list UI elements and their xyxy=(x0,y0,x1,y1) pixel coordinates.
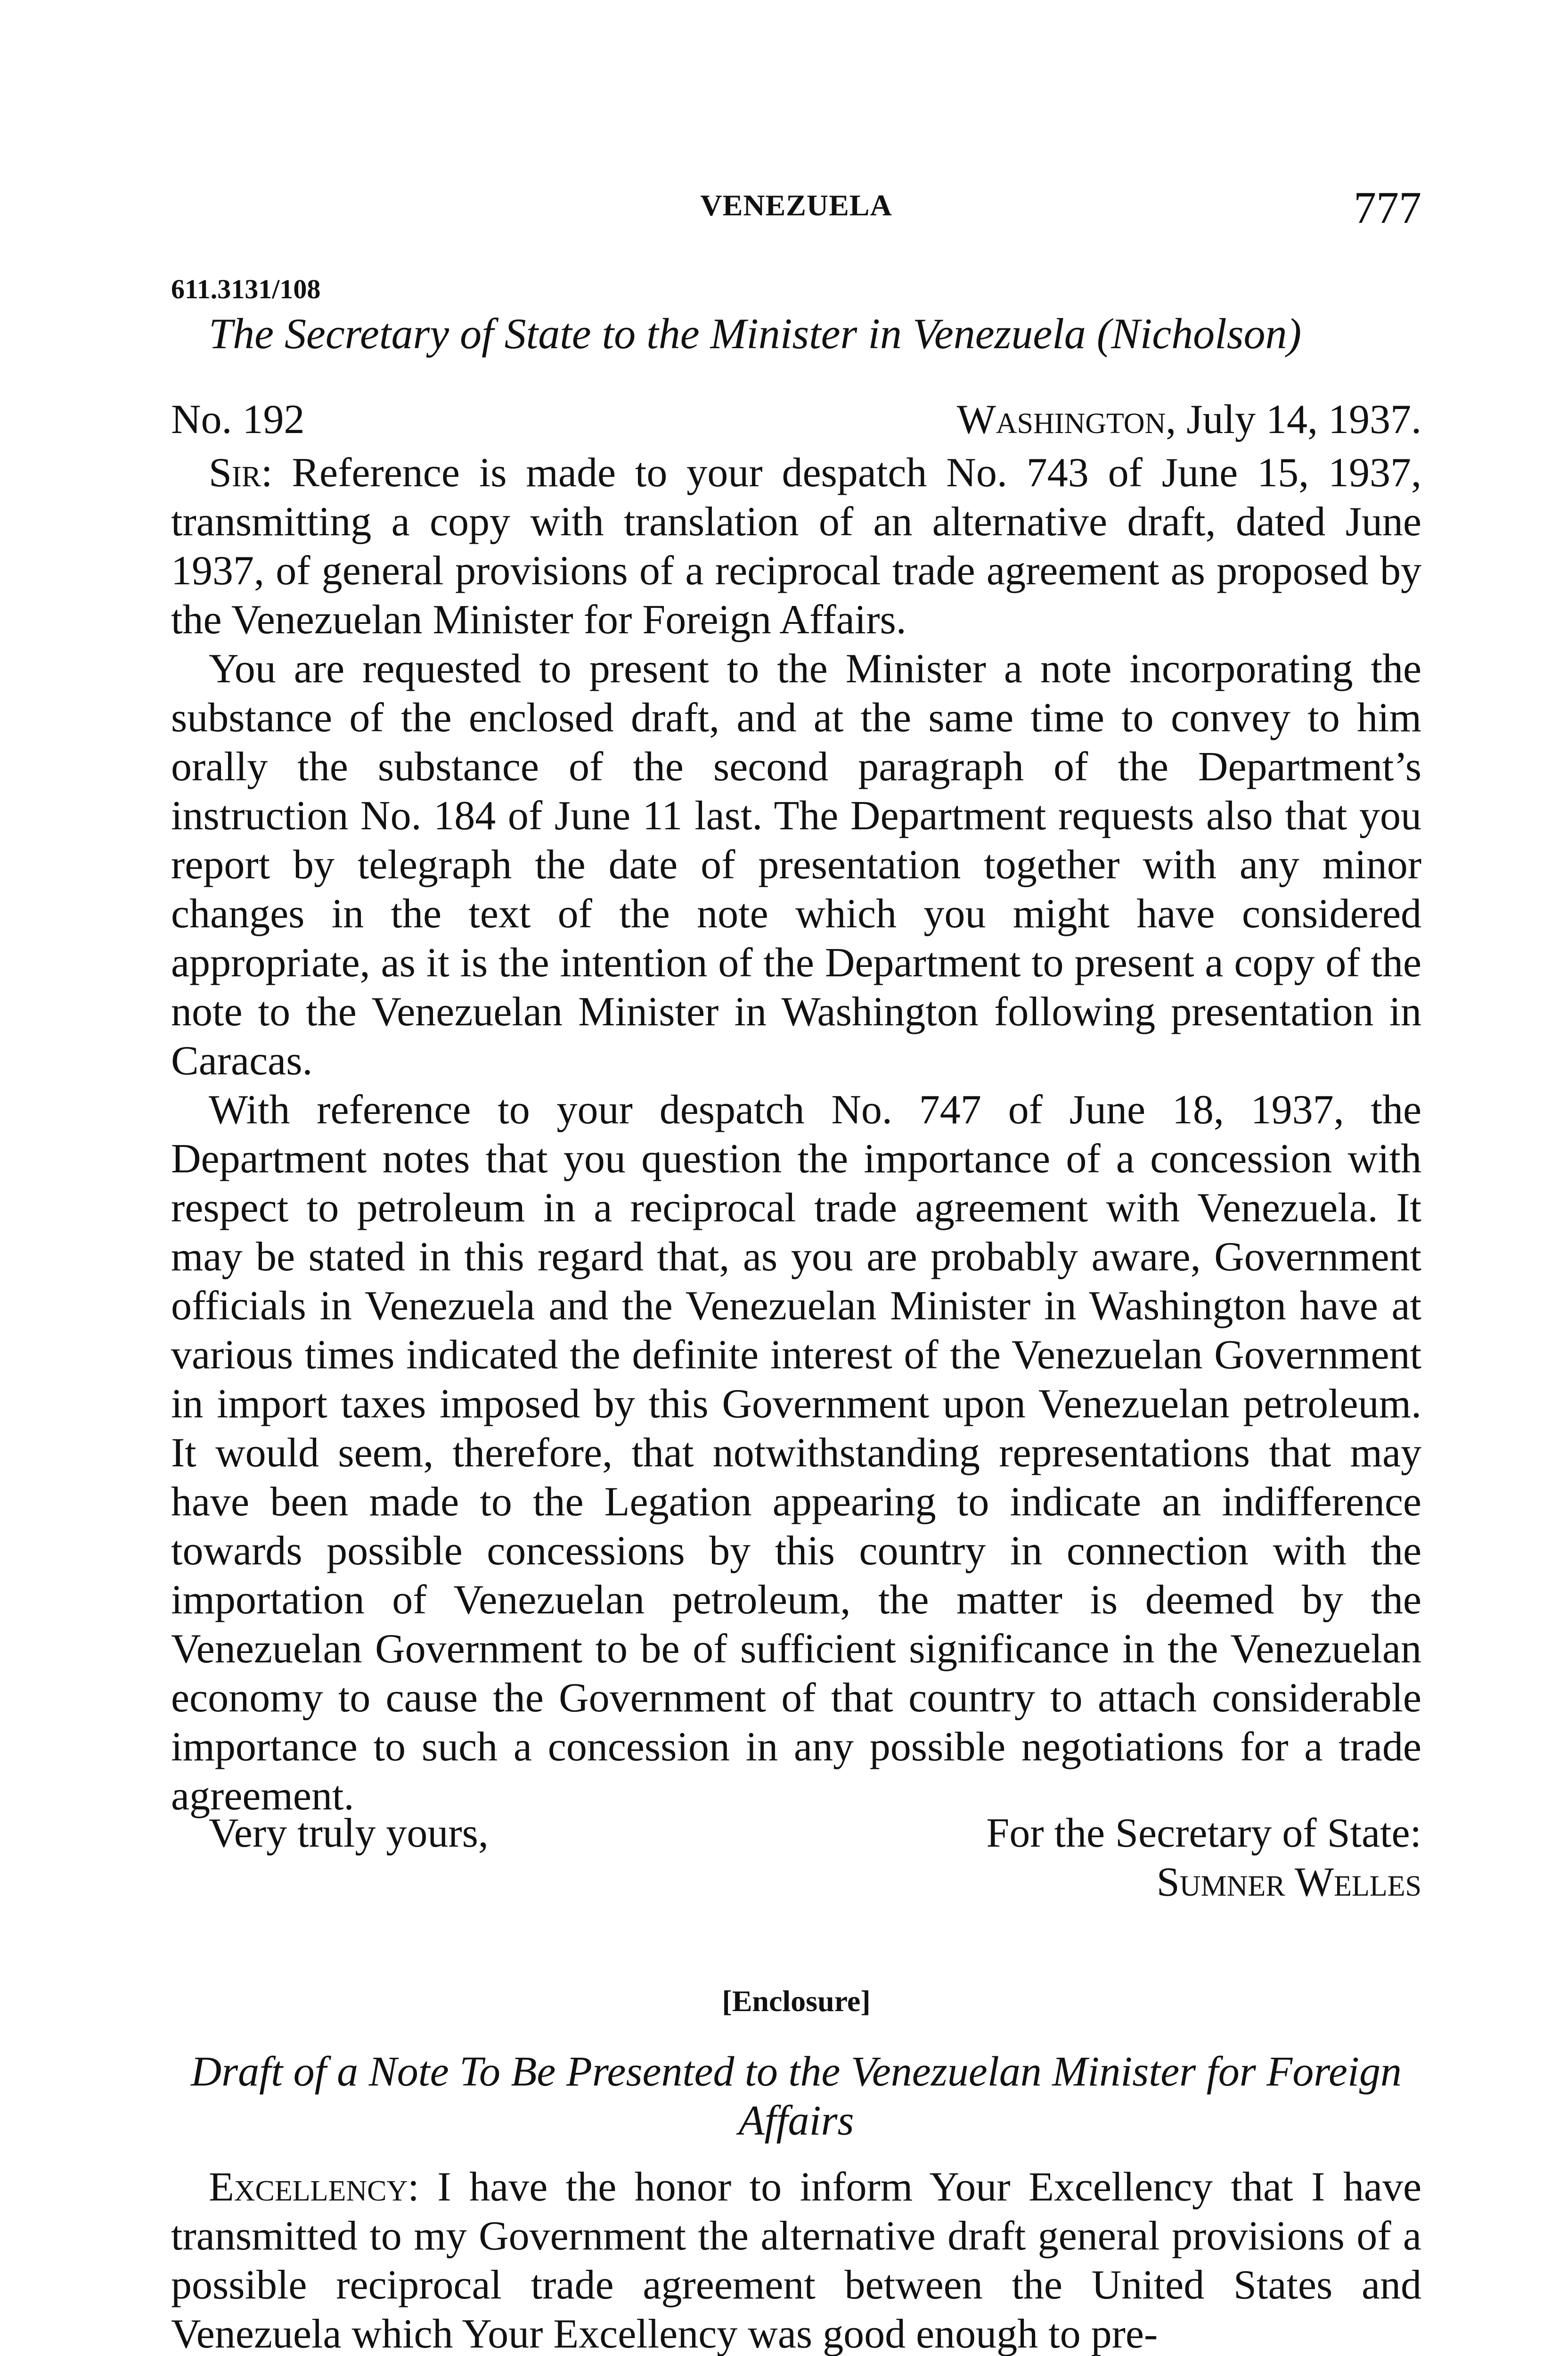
despatch-number: No. 192 xyxy=(171,397,305,442)
complimentary-close: Very truly yours, xyxy=(209,1810,489,1856)
document-page xyxy=(171,0,1421,2356)
signer: Sumner Welles xyxy=(1156,1859,1421,1905)
running-title: VENEZUELA xyxy=(700,188,892,222)
running-head xyxy=(171,181,1421,233)
enclosure-title: Draft of a Note To Be Presented to the Venezuelan Minister for Foreign Affairs xyxy=(191,2048,1402,2144)
paragraph-text: : I have the honor to inform Your Excellency that I have transmitted to my Government the alternative draft general provisions of a possible reciprocal trade agreement between the United States and Venezuela which Your Excellency was good enough to pre- xyxy=(171,2164,1421,2356)
enclosure-body xyxy=(171,2163,1421,2356)
paragraph: With reference to your despatch No. 747 of June 18, 1937, the Department notes that you question the importance of a concession with respect to petroleum in a reciprocal trade agreement with Venezuela. It may be stated in this regard that, as you are probably aware, Government officials in Venezuela and the Venezuelan Minister in Washington have at various times indicated the definite interest of the Venezuelan Government in import taxes imposed by this Government upon Venezuelan petroleum. It would seem, therefore, that notwithstanding representations that may have been made to the Legation appearing to indicate an indifference towards possible concessions by this country in connection with the importation of Venezuelan petroleum, the matter is deemed by the Venezuelan Government to be of sufficient significance in the Venezuelan economy to cause the Government of that country to attach considerable importance to such a concession in any possible negotiations for a trade agreement. xyxy=(171,1087,1421,1819)
enclosure-salutation: Excellency xyxy=(209,2164,408,2210)
document-title: The Secretary of State to the Minister in Venezuela (Nicholson) xyxy=(209,310,1302,358)
paragraph: You are requested to present to the Minister a note incorporating the substance of the enclosed draft, and at the same time to convey to him orally the substance of the second paragraph of the Department’s instruction No. 184 of June 11 last. The Department requests also that you report by telegraph the date of presentation together with any minor changes in the text of the note which you might have considered appropriate, as it is the intention of the Department to present a copy of the note to the Venezuelan Minister in Washington following presentation in Caracas. xyxy=(171,646,1421,1084)
salutation: Sir xyxy=(209,450,261,496)
enclosure-label: [Enclosure] xyxy=(722,1984,871,2018)
paragraph xyxy=(171,2163,1421,2356)
date: , July 14, 1937. xyxy=(1166,397,1421,442)
place-date xyxy=(957,396,1421,443)
for-line: For the Secretary of State: xyxy=(986,1810,1421,1856)
paragraph-text: : Reference is made to your despatch No. 743 of June 15, 1937, transmitting a copy with translation of an alternative draft, dated June 1937, of general provisions of a reciprocal trade agreement as proposed by the Venezuelan Minister for Foreign Affairs. xyxy=(171,450,1421,643)
file-number: 611.3131/108 xyxy=(171,274,321,304)
closing-block xyxy=(171,1809,1421,1904)
place: Washington xyxy=(956,397,1166,442)
letter-body xyxy=(171,449,1421,1821)
paragraph xyxy=(171,449,1421,645)
page-number: 777 xyxy=(1354,182,1421,233)
